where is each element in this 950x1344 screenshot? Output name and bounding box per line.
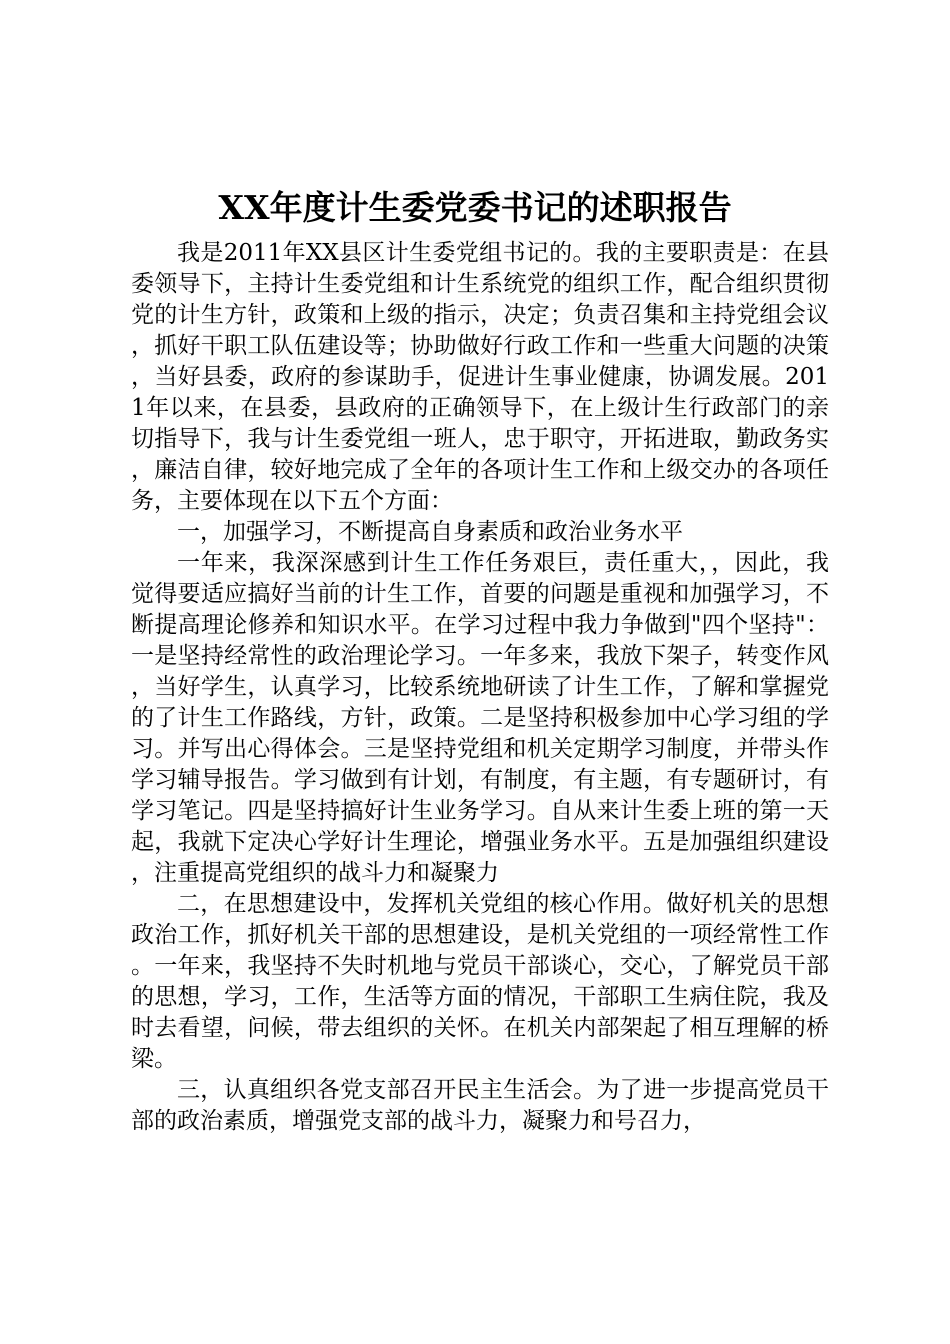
section-heading-1: 一，加强学习，不断提高自身素质和政治业务水平 [177,519,683,545]
section-2-paragraph: 二，在思想建设中，发挥机关党组的核心作用。做好机关的思想政治工作，抓好机关干部的思想建设，是机关党组的一项经常性工作。一年来，我坚持不失时机地与党员干部谈心，交心，了解党员干部的思想，学习，工作，生活等方面的情况，干部职工生病住院，我及时去看望，问候，带去组织的关怀。在机关内部架起了相互理解的桥梁。 [131,891,829,1072]
section-1-paragraph: 一年来，我深深感到计生工作任务艰巨，责任重大，，因此，我觉得要适应搞好当前的计生工作，首要的问题是重视和加强学习，不断提高理论修养和知识水平。在学习过程中我力争做到"四个坚持"：一是坚持经常性的政治理论学习。一年多来，我放下架子，转变作风，当好学生，认真学习，比较系统地研读了计生工作，了解和掌握党的了计生工作路线，方针，政策。二是坚持积极参加中心学习组的学习。并写出心得体会。三是坚持党组和机关定期学习制度，并带头作学习辅导报告。学习做到有计划，有制度，有主题，有专题研讨，有学习笔记。四是坚持搞好计生业务学习。自从来计生委上班的第一天起，我就下定决心学好计生理论，增强业务水平。五是加强组织建设，注重提高党组织的战斗力和凝聚力 [131,550,829,886]
section-3-paragraph: 三，认真组织各党支部召开民主生活会。为了进一步提高党员干部的政治素质，增强党支部的战斗力，凝聚力和号召力， [131,1077,829,1134]
document-body [131,238,829,1137]
intro-paragraph: 我是2011年XX县区计生委党组书记的。我的主要职责是：在县委领导下，主持计生委党组和计生系统党的组织工作，配合组织贯彻党的计生方针，政策和上级的指示，决定；负责召集和主持党组会议，抓好干职工队伍建设等；协助做好行政工作和一些重大问题的决策，当好县委，政府的参谋助手，促进计生事业健康，协调发展。2011年以来，在县委，县政府的正确领导下，在上级计生行政部门的亲切指导下，我与计生委党组一班人，忠于职守，开拓进取，勤政务实，廉洁自律，较好地完成了全年的各项计生工作和上级交办的各项任务，主要体现在以下五个方面： [131,240,829,514]
document-title: XX年度计生委党委书记的述职报告 [218,188,732,227]
